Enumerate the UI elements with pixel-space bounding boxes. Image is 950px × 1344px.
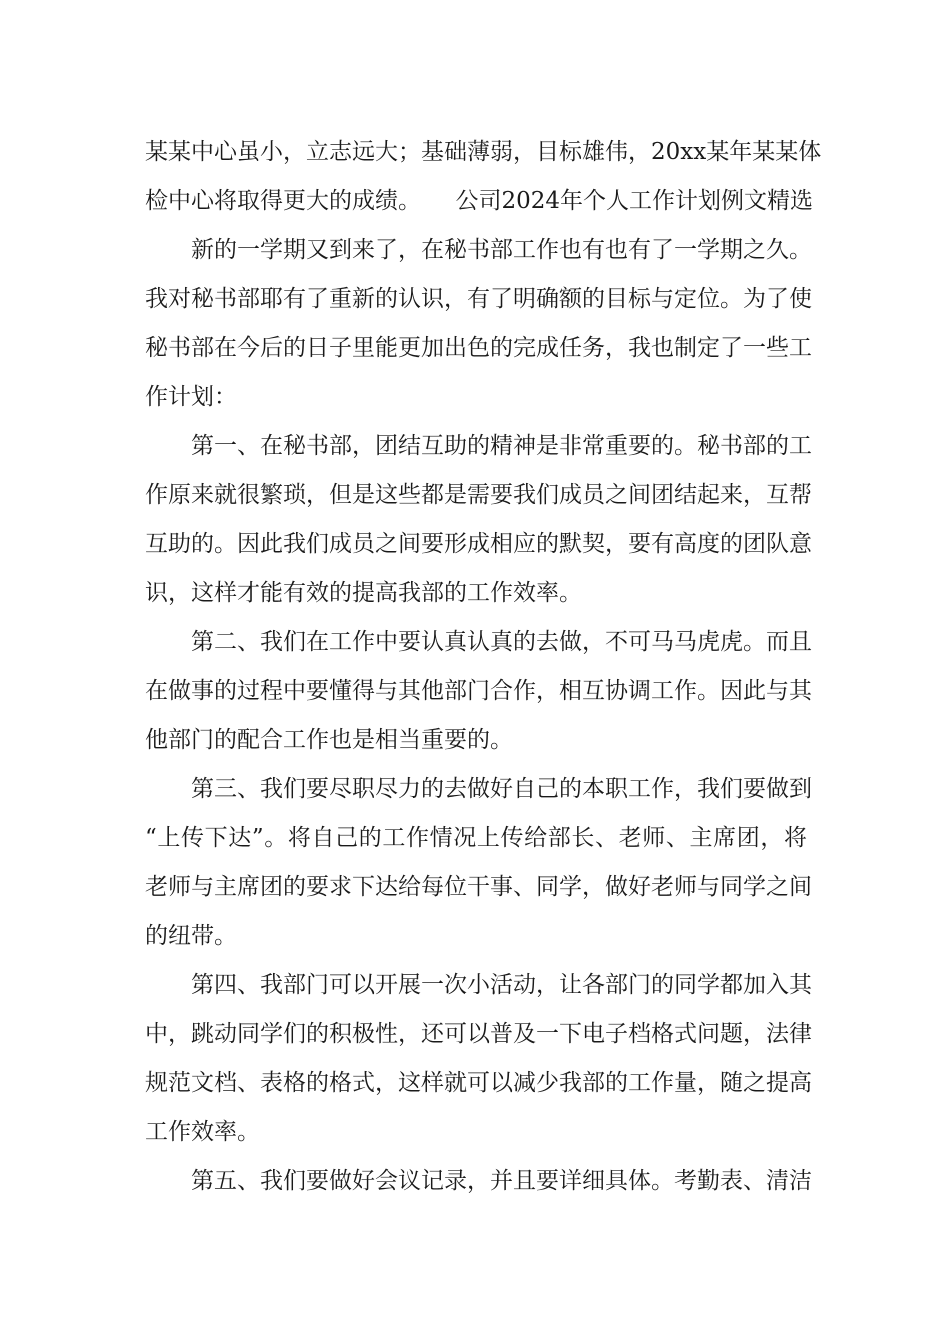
text-line: 秘书部在今后的日子里能更加出色的完成任务，我也制定了一些工 <box>145 335 812 361</box>
text-line: 检中心将取得更大的成绩。 公司2024年个人工作计划例文精选 <box>145 188 814 214</box>
text-line: 作计划： <box>145 384 237 410</box>
paragraph-first-line: 第三、我们要尽职尽力的去做好自己的本职工作，我们要做到 <box>191 776 812 802</box>
text-line: 作原来就很繁琐，但是这些都是需要我们成员之间团结起来，互帮 <box>145 482 812 508</box>
text-line: 中，跳动同学们的积极性，还可以普及一下电子档格式问题，法律 <box>145 1021 812 1047</box>
paragraph-first-line: 第五、我们要做好会议记录，并且要详细具体。考勤表、清洁 <box>191 1168 812 1194</box>
text-line: 他部门的配合工作也是相当重要的。 <box>145 727 513 753</box>
text-line: 我对秘书部耶有了重新的认识，有了明确额的目标与定位。为了使 <box>145 286 812 312</box>
text-line: 识，这样才能有效的提高我部的工作效率。 <box>145 580 582 606</box>
text-line: 工作效率。 <box>145 1119 260 1145</box>
paragraph-first-line: 新的一学期又到来了，在秘书部工作也有也有了一学期之久。 <box>191 237 812 263</box>
text-line: 互助的。因此我们成员之间要形成相应的默契，要有高度的团队意 <box>145 531 812 557</box>
paragraph-first-line: 第二、我们在工作中要认真认真的去做，不可马马虎虎。而且 <box>191 629 812 655</box>
paragraph-first-line: 第一、在秘书部，团结互助的精神是非常重要的。秘书部的工 <box>191 433 812 459</box>
text-line: 某某中心虽小，立志远大；基础薄弱，目标雄伟，20xx某年某某体 <box>145 139 822 165</box>
text-line: 老师与主席团的要求下达给每位干事、同学，做好老师与同学之间 <box>145 874 812 900</box>
paragraph-first-line: 第四、我部门可以开展一次小活动，让各部门的同学都加入其 <box>191 972 812 998</box>
text-line: 在做事的过程中要懂得与其他部门合作，相互协调工作。因此与其 <box>145 678 812 704</box>
document-body <box>145 128 822 1206</box>
text-line: 规范文档、表格的格式，这样就可以减少我部的工作量，随之提高 <box>145 1070 812 1096</box>
text-line: “上传下达”。将自己的工作情况上传给部长、老师、主席团，将 <box>145 825 807 851</box>
text-line: 的纽带。 <box>145 923 237 949</box>
